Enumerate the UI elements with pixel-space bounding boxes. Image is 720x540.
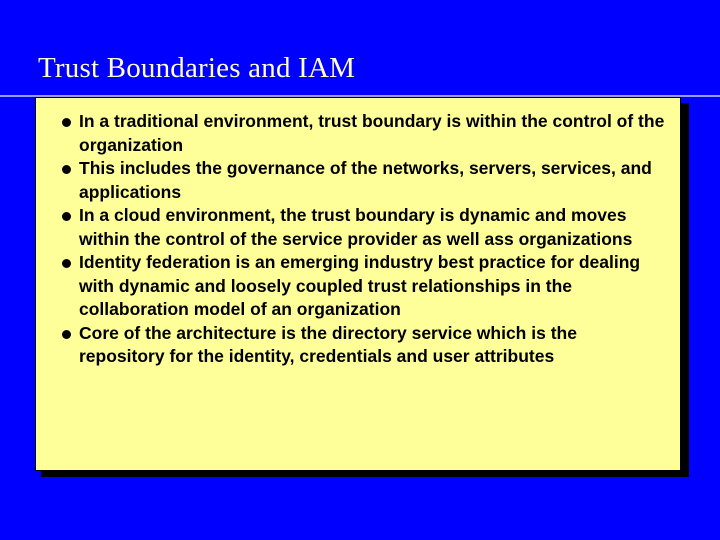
- bullet-dot-icon: [62, 118, 71, 127]
- bullet-text: This includes the governance of the networks, servers, services, and applications: [79, 158, 652, 202]
- slide-title: Trust Boundaries and IAM: [38, 52, 356, 84]
- bullet-dot-icon: [62, 330, 71, 339]
- bullet-item: [36, 157, 680, 204]
- content-panel: [35, 97, 681, 471]
- bullet-item: [36, 251, 680, 322]
- bullet-text: Identity federation is an emerging industry best practice for dealing with dynamic and loosely coupled trust relationships in the collaboration model of an organization: [79, 252, 641, 319]
- bullet-dot-icon: [62, 165, 71, 174]
- bullet-item: [36, 322, 680, 369]
- bullet-item: [36, 204, 680, 251]
- bullet-dot-icon: [62, 212, 71, 221]
- bullet-text: In a traditional environment, trust boundary is within the control of the organization: [79, 111, 665, 155]
- bullet-item: [36, 110, 680, 157]
- bullet-list: [36, 110, 680, 369]
- bullet-text: In a cloud environment, the trust boundary is dynamic and moves within the control of the service provider as well ass organizations: [79, 205, 633, 249]
- bullet-dot-icon: [62, 259, 71, 268]
- bullet-text: Core of the architecture is the directory service which is the repository for the identity, credentials and user attributes: [79, 322, 577, 366]
